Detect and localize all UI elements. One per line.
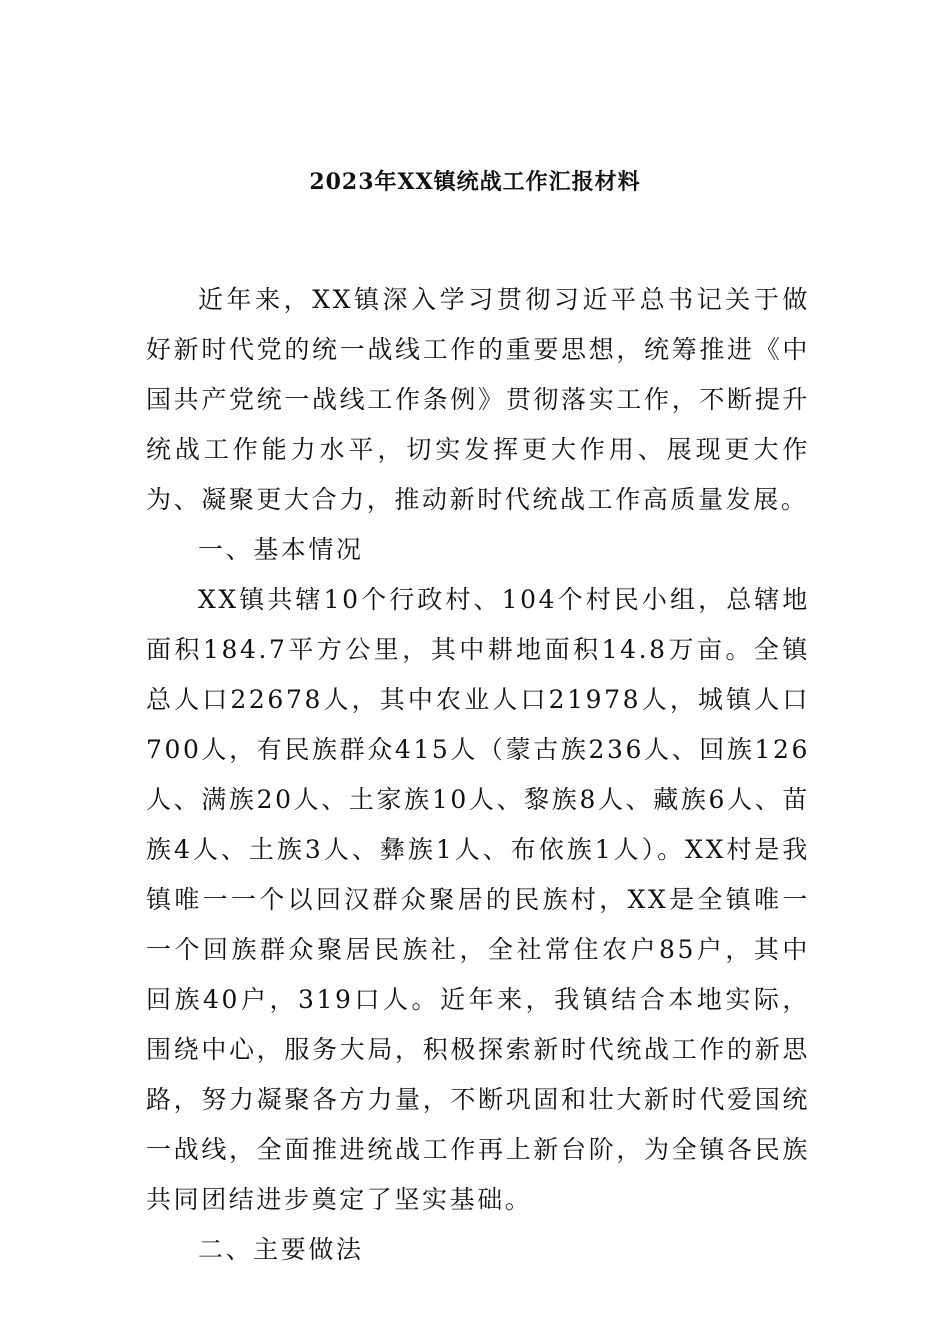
section-heading-basic-situation: 一、基本情况 xyxy=(198,535,364,564)
basic-situation-paragraph: XX镇共辖10个行政村、104个村民小组，总辖地面积184.7平方公里，其中耕地面积14.8万亩。全镇总人口22678人，其中农业人口21978人，城镇人口700人，有民族群众415人（蒙古族236人、回族126人、满族20人、土家族10人、黎族8人、藏族6人、苗族4人、土族3人、彝族1人、布依族1人）。XX村是我镇唯一一个以回汉群众聚居的民族村，XX是全镇唯一一个回族群众聚居民族社，全社常住农户85户，其中回族40户，319口人。近年来，我镇结合本地实际，围绕中心，服务大局，积极探索新时代统战工作的新思路，努力凝聚各方力量，不断巩固和壮大新时代爱国统一战线，全面推进统战工作再上新台阶，为全镇各民族共同团结进步奠定了坚实基础。 xyxy=(146,585,810,1214)
intro-paragraph: 近年来，XX镇深入学习贯彻习近平总书记关于做好新时代党的统一战线工作的重要思想，统筹推进《中国共产党统一战线工作条例》贯彻落实工作，不断提升统战工作能力水平，切实发挥更大作用、展现更大作为、凝聚更大合力，推动新时代统战工作高质量发展。 xyxy=(146,285,810,514)
document-body xyxy=(146,275,810,1275)
section-heading-main-practices: 二、主要做法 xyxy=(198,1235,364,1264)
document-title: 2023年XX镇统战工作汇报材料 xyxy=(309,169,641,195)
